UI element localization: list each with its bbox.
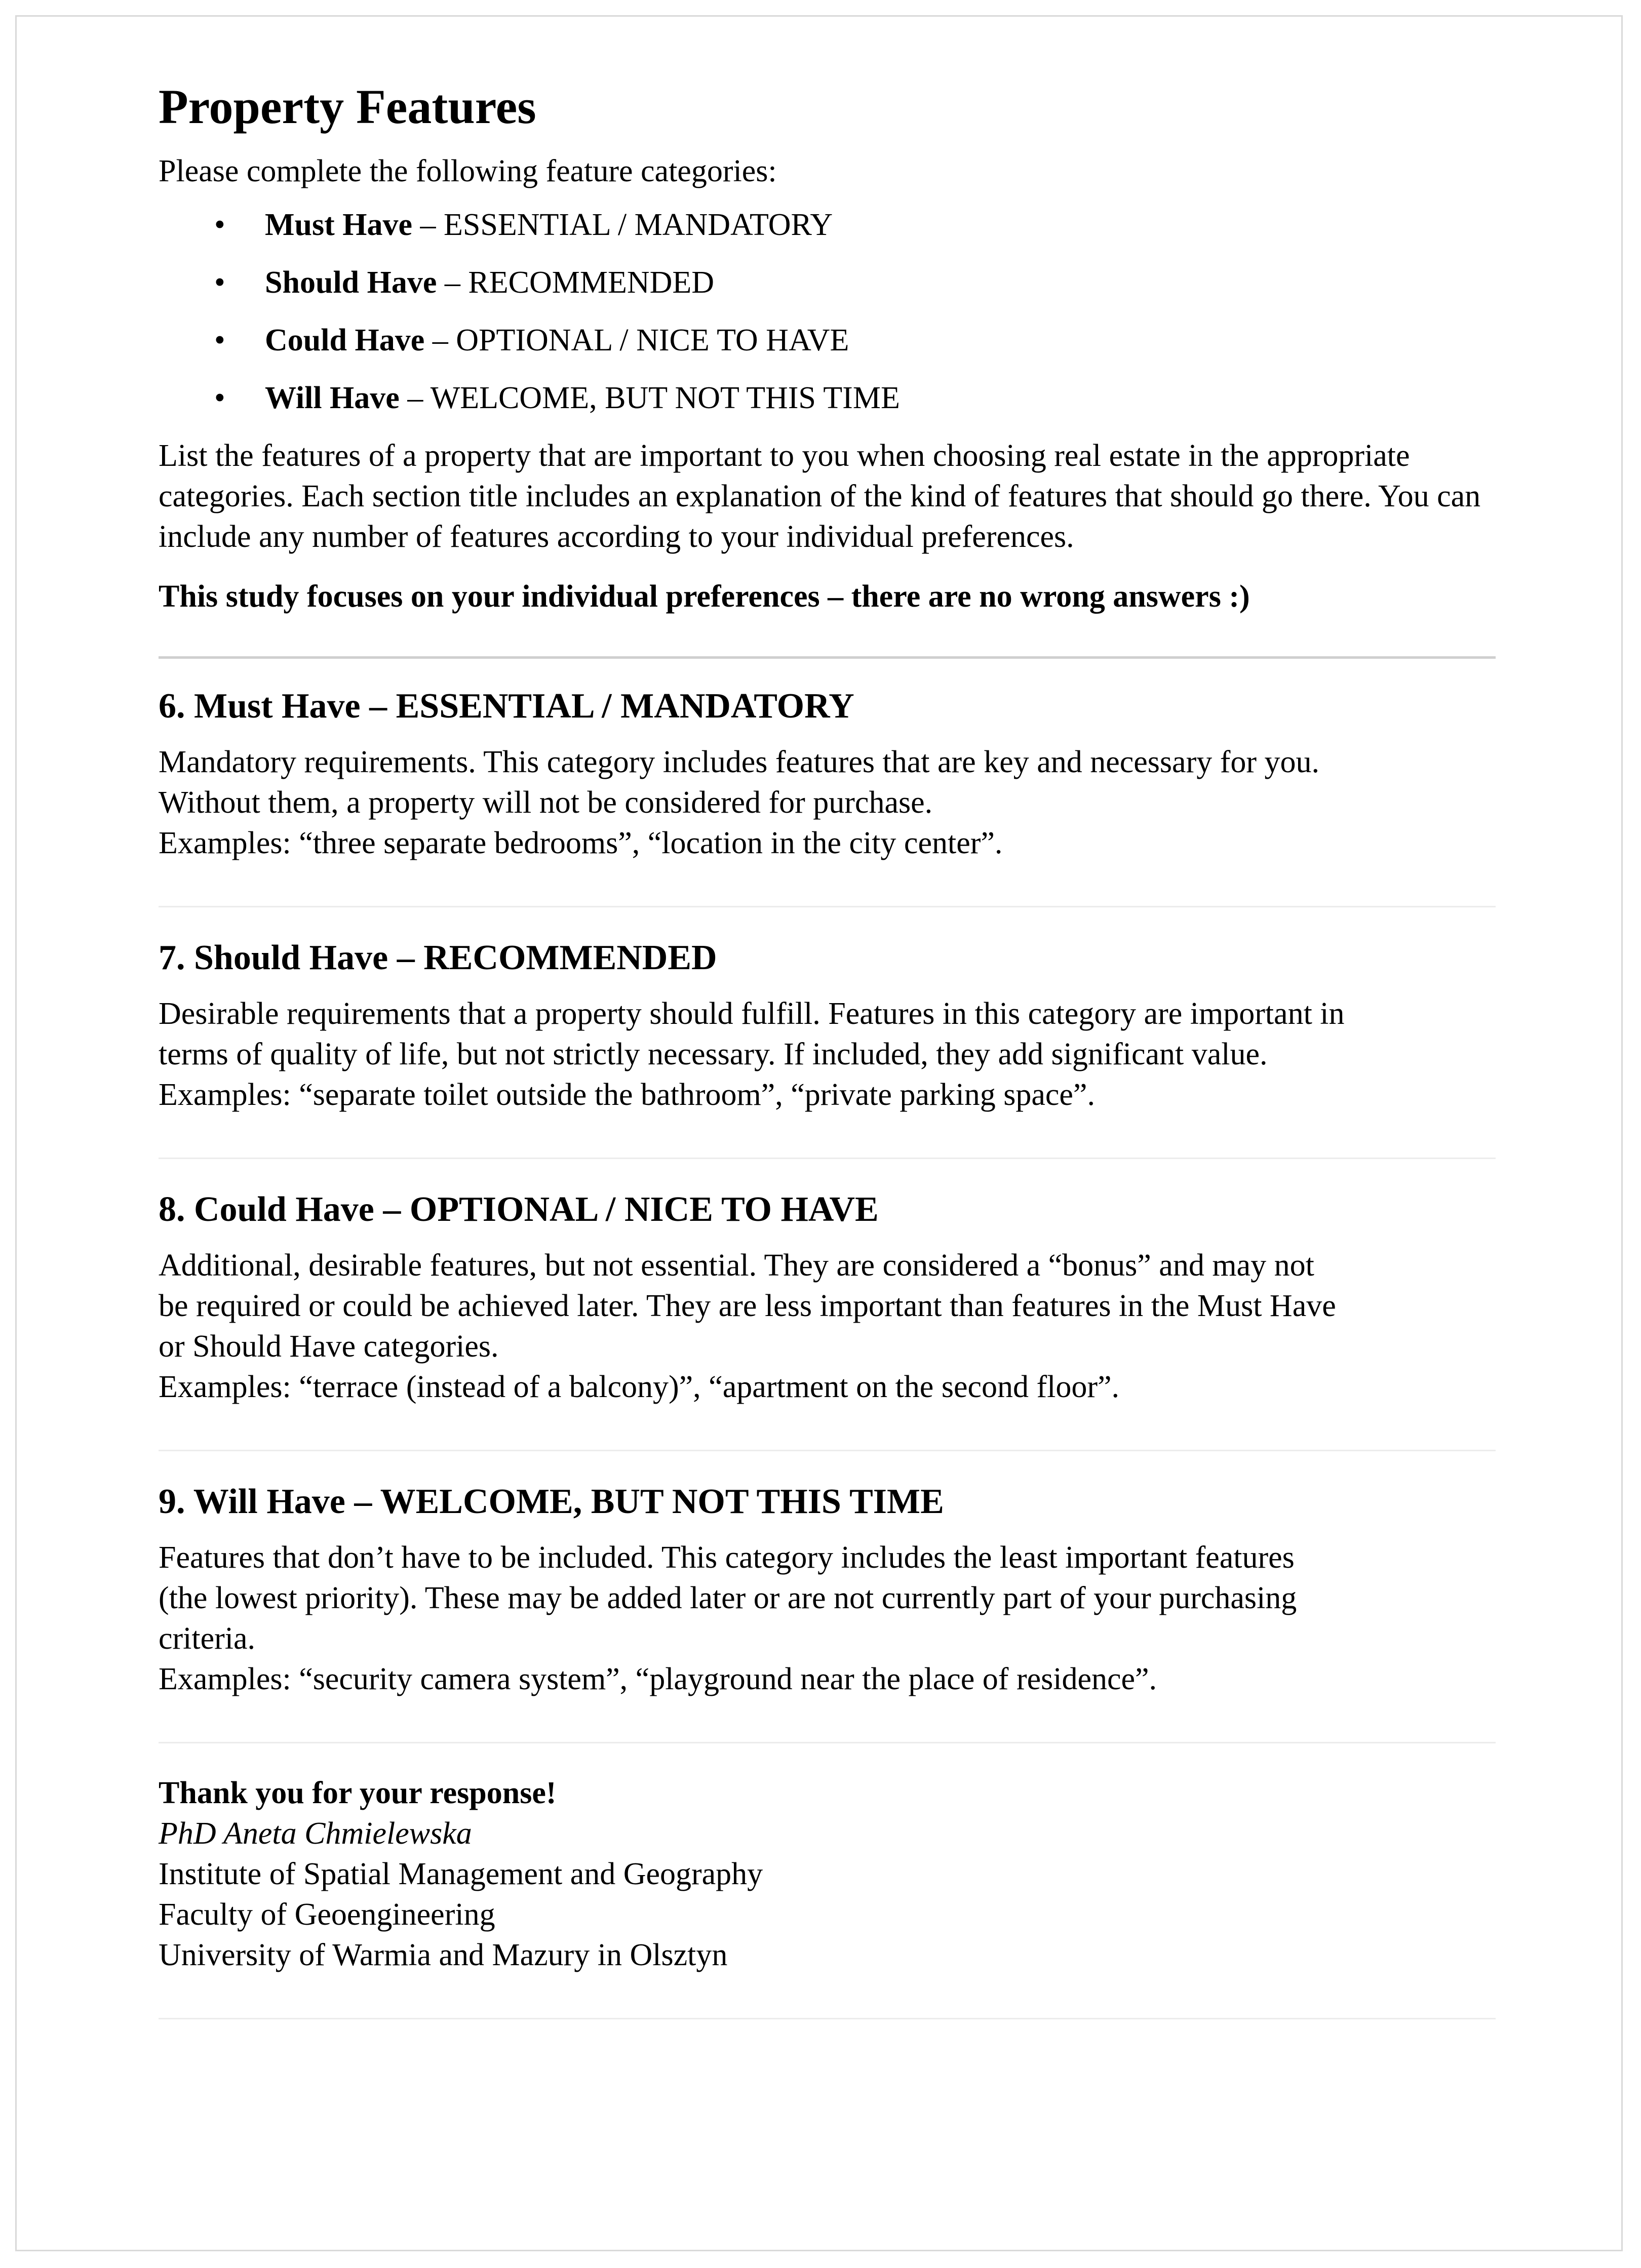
document-page [15, 15, 1623, 2251]
section-should-have [159, 937, 1496, 1115]
category-name: Should Have [265, 265, 437, 300]
section-title: 8. Could Have – OPTIONAL / NICE TO HAVE [159, 1190, 879, 1229]
category-item-will-have [159, 378, 1496, 418]
category-desc: – ESSENTIAL / MANDATORY [412, 208, 833, 243]
section-examples: Examples: “separate toilet outside the bathroom”, “private parking space”. [159, 1078, 1095, 1112]
section-will-have [159, 1481, 1496, 1699]
section-could-have [159, 1188, 1496, 1407]
section-line: terms of quality of life, but not strictly necessary. If included, they add significant value. [159, 1037, 1268, 1072]
bullet-icon: • [214, 323, 225, 358]
page-title: Property Features [159, 79, 536, 134]
section-divider [159, 1450, 1496, 1451]
category-desc: – RECOMMENDED [437, 265, 715, 300]
category-item-could-have [159, 320, 1496, 361]
section-examples: Examples: “three separate bedrooms”, “location in the city center”. [159, 826, 1003, 861]
section-title: 7. Should Have – RECOMMENDED [159, 938, 717, 978]
section-divider [159, 1742, 1496, 1743]
category-item-should-have [159, 262, 1496, 303]
category-list [159, 205, 1496, 418]
section-divider [159, 906, 1496, 907]
instructions-text: List the features of a property that are important to you when choosing real estate in the appropriate categories. Each section title includes an explanation of the kind of features that should go there. You can include any number of features according to your individual preferences. [159, 439, 1481, 554]
section-examples: Examples: “security camera system”, “playground near the place of residence”. [159, 1662, 1157, 1697]
category-name: Will Have [265, 381, 400, 416]
section-line: Additional, desirable features, but not essential. They are considered a “bonus” and may not [159, 1248, 1314, 1283]
bullet-icon: • [214, 208, 225, 243]
faculty-name: Faculty of Geoengineering [159, 1897, 495, 1932]
section-line: Features that don’t have to be included. This category includes the least important features [159, 1540, 1295, 1575]
section-examples: Examples: “terrace (instead of a balcony)”, “apartment on the second floor”. [159, 1370, 1120, 1405]
thank-you-text: Thank you for your response! [159, 1776, 557, 1811]
section-line: or Should Have categories. [159, 1329, 499, 1364]
section-line: be required or could be achieved later. They are less important than features in the Must Have [159, 1289, 1336, 1324]
section-title: 6. Must Have – ESSENTIAL / MANDATORY [159, 687, 854, 726]
category-item-must-have [159, 205, 1496, 245]
bullet-icon: • [214, 265, 225, 300]
section-divider [159, 1158, 1496, 1159]
section-line: criteria. [159, 1621, 256, 1656]
section-line: (the lowest priority). These may be added later or are not currently part of your purchasing [159, 1581, 1297, 1616]
category-name: Could Have [265, 323, 425, 358]
section-divider [159, 656, 1496, 659]
section-divider [159, 2018, 1496, 2019]
category-desc: – WELCOME, BUT NOT THIS TIME [399, 381, 900, 416]
section-line: Mandatory requirements. This category includes features that are key and necessary for you. [159, 745, 1320, 780]
focus-note: This study focuses on your individual preferences – there are no wrong answers :) [159, 579, 1250, 614]
section-title: 9. Will Have – WELCOME, BUT NOT THIS TIME [159, 1482, 944, 1522]
institute-name: Institute of Spatial Management and Geography [159, 1857, 763, 1892]
author-name: PhD Aneta Chmielewska [159, 1816, 472, 1851]
bullet-icon: • [214, 381, 225, 416]
section-line: Desirable requirements that a property should fulfill. Features in this category are important in [159, 997, 1345, 1031]
signature-block [159, 1773, 1496, 1975]
intro-text: Please complete the following feature categories: [159, 154, 777, 189]
category-name: Must Have [265, 208, 413, 243]
university-name: University of Warmia and Mazury in Olsztyn [159, 1938, 728, 1973]
category-desc: – OPTIONAL / NICE TO HAVE [424, 323, 849, 358]
section-line: Without them, a property will not be considered for purchase. [159, 785, 933, 820]
section-must-have [159, 685, 1496, 863]
document-content [159, 77, 1496, 2049]
